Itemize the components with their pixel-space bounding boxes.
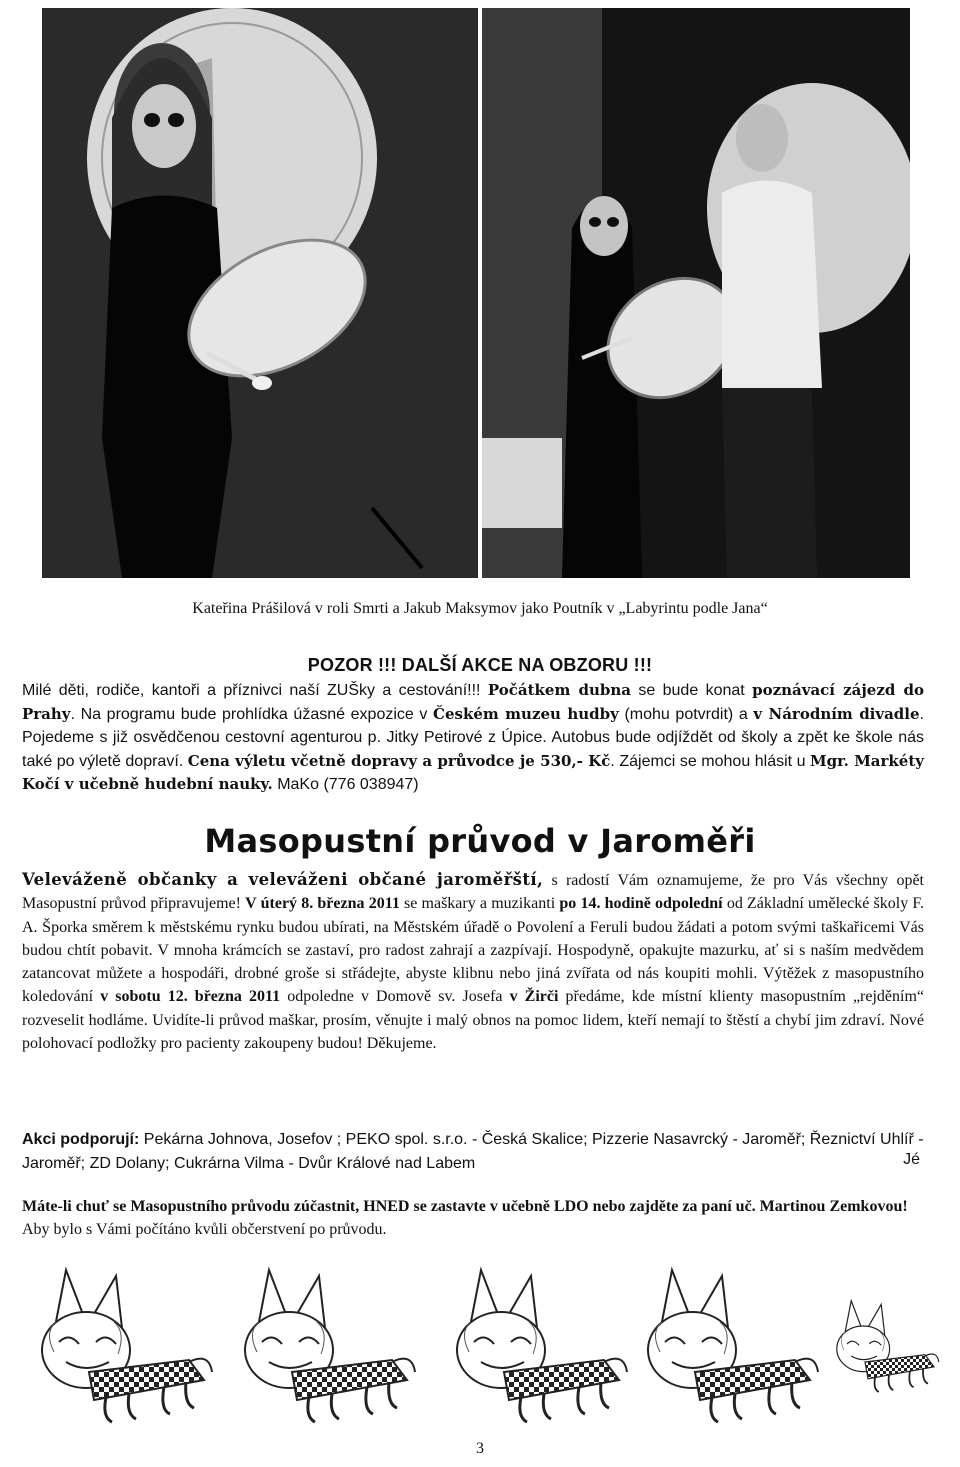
cat-drawing (424, 1262, 634, 1432)
parade-text: odpoledne v Domově sv. Josefa (280, 988, 510, 1006)
notice-text: (mohu potvrdit) a (618, 705, 754, 723)
notice-text: Milé děti, rodiče, kantoři a příznivci naší ZUŠky a cestování!!! (22, 682, 488, 699)
notice-text: . Zájemci se mohou hlásit u (610, 752, 811, 770)
page-number: 3 (476, 1440, 484, 1457)
cat-illustration (14, 1262, 214, 1432)
cat-illustration (820, 1262, 940, 1432)
photo-death-and-pilgrim (482, 8, 910, 578)
notice-text: . Na programu bude prohlídka úžasné expozice v (70, 705, 434, 723)
parade-bold: v sobotu 12. března 2011 (100, 988, 281, 1006)
parade-bold: V úterý 8. března 2011 (245, 895, 400, 913)
cat-illustration (212, 1262, 422, 1432)
notice-bold: Cena výletu včetně dopravy a průvodce je 530,- Kč (187, 751, 611, 770)
photo-death-drum-image (42, 8, 478, 578)
notice-bold: Počátkem dubna (487, 681, 631, 699)
cta-bold: Máte-li chuť se Masopustního průvodu zúčastnit, HNED se zastavte v učebně LDO nebo zajděte za paní uč. Martinou Zemkovou! (22, 1198, 908, 1215)
photo-caption: Kateřina Prášilová v roli Smrti a Jakub Maksymov jako Poutník v „Labyrintu podle Jana“ (192, 600, 768, 617)
parade-bold: po 14. hodině odpolední (559, 895, 723, 913)
call-to-action (22, 1195, 924, 1241)
sponsors-label: Akci podporují: (22, 1131, 140, 1148)
parade-lead: Veleváženě občanky a veleváženi občané jaroměřští, (22, 870, 544, 889)
parade-text: od Základní umělecké školy F. A. Šporka směrem k městskému rynku budou ubírati, na Městském úřadě o Povolení a Feruli budou žádati a potom svými taškařicemi Vás budou chtít pobavit. V mnoha krámcích se zastaví, pro radost zahrají a zazpívají. Hospodyně, opakujte mazurku, ať si s naším medvědem zatancovat můžete a hospodáři, drobné groše si střádejte, abyste klibnu nebo jiná zvířata od nás koupiti mohli. Výtěžek z masopustního koledování (22, 895, 925, 1006)
cat-drawing (620, 1262, 820, 1432)
notice-bold: poznávací zájezd do Prahy (22, 681, 924, 723)
notice-bold: Českém muzeu hudby (433, 704, 619, 723)
parade-text: s radostí Vám oznamujeme, že pro Vás všechny opět Masopustní průvod připravujeme! (22, 872, 924, 913)
photo-death-and-pilgrim-image (482, 8, 910, 578)
cat-illustration (424, 1262, 634, 1432)
sponsors (22, 1128, 924, 1176)
cat-drawing (212, 1262, 422, 1432)
photo-death-drum (42, 8, 478, 578)
notice-bold: v Národním divadle (753, 704, 920, 723)
notice-contact: MaKo (776 038947) (272, 776, 419, 793)
notice-text: . Pojedeme s již osvědčenou cestovní agenturou p. Jitky Petirové z Úpice. Autobus bude odjíždět od školy a zpět ke škole nás také po výletě dopraví. (22, 705, 924, 770)
sponsors-list: Pekárna Johnova, Josefov ; PEKO spol. s.r.o. - Česká Skalice; Pizzerie Nasavrcký - Jaroměř; Řeznictví Uhlíř - Jaroměř; ZD Dolany; Cukrárna Vilma - Dvůr Králové nad Labem (22, 1131, 924, 1172)
cat-drawing-partial (820, 1262, 940, 1432)
notice-body (22, 679, 924, 797)
parade-text: předáme, kde místní klienty masopustním „rejděním“ rozveselit hodláme. Uvidíte-li průvod maškar, prosím, věnujte i malý obnos na pomoc lidem, kteří nemají to štěstí a chybí jim zdraví. Nové polohovací podložky pro pacienty zakoupeny budou! Děkujeme. (22, 988, 925, 1053)
signature: Jé (903, 1151, 920, 1168)
cat-illustration (620, 1262, 820, 1432)
parade-bold: v Žirči (509, 988, 559, 1006)
parade-body (22, 868, 924, 1055)
parade-heading: Masopustní průvod v Jaroměři (204, 822, 756, 860)
notice-title: POZOR !!! DALŠÍ AKCE NA OBZORU !!! (307, 655, 653, 675)
parade-text: se maškary a muzikanti (399, 895, 560, 913)
cat-drawing (14, 1262, 214, 1432)
notice-bold: Mgr. Markéty Kočí v učebně hudební nauky. (22, 751, 924, 793)
cta-text: Aby bylo s Vámi počítáno kvůli občerstvení po průvodu. (22, 1221, 387, 1238)
notice-text: se bude konat (630, 682, 753, 699)
